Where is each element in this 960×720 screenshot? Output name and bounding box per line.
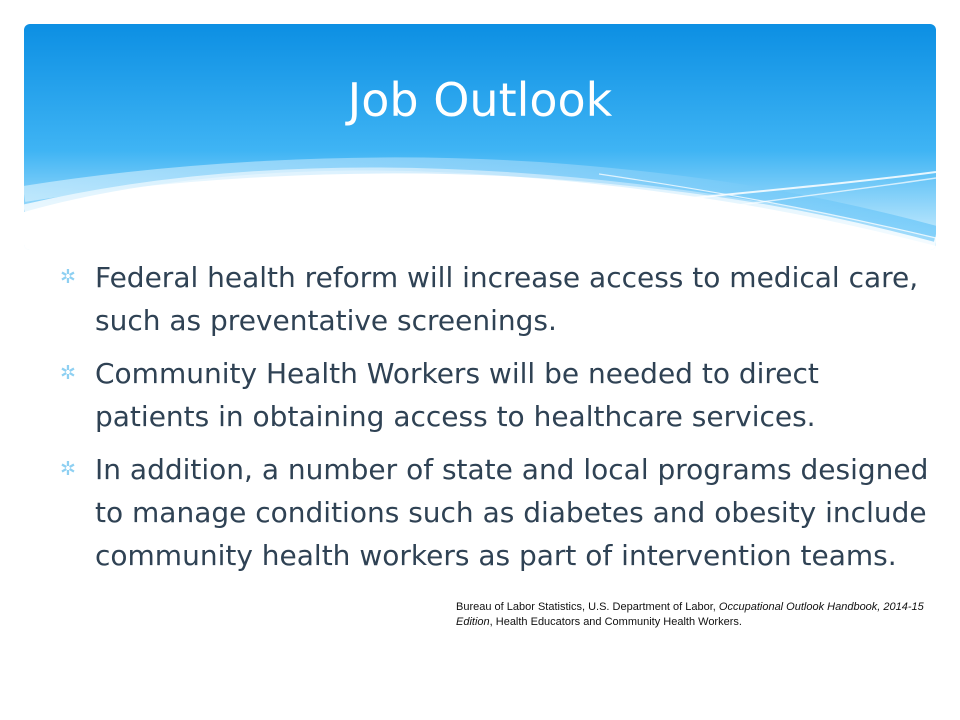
title-banner — [24, 24, 936, 250]
asterisk-icon: ✲ — [60, 458, 76, 480]
bullet-list — [60, 256, 930, 587]
citation-prefix: Bureau of Labor Statistics, U.S. Department of Labor, — [456, 601, 719, 613]
bullet-item — [60, 352, 930, 438]
bullet-text: In addition, a number of state and local programs designed to manage conditions such as diabetes and obesity include community health workers as part of intervention teams. — [95, 453, 929, 572]
bullet-item — [60, 448, 930, 577]
asterisk-icon: ✲ — [60, 362, 76, 384]
source-citation — [456, 600, 941, 630]
citation-suffix: , Health Educators and Community Health Workers. — [489, 616, 742, 628]
citation-title: Occupational Outlook Handbook, 2014-15 Edition — [456, 601, 924, 628]
wave-background — [24, 24, 936, 250]
bullet-text: Community Health Workers will be needed to direct patients in obtaining access to healthcare services. — [95, 357, 819, 433]
bullet-item — [60, 256, 930, 342]
slide-title: Job Outlook — [347, 73, 613, 127]
asterisk-icon: ✲ — [60, 266, 76, 288]
bullet-text: Federal health reform will increase access to medical care, such as preventative screenings. — [95, 261, 919, 337]
